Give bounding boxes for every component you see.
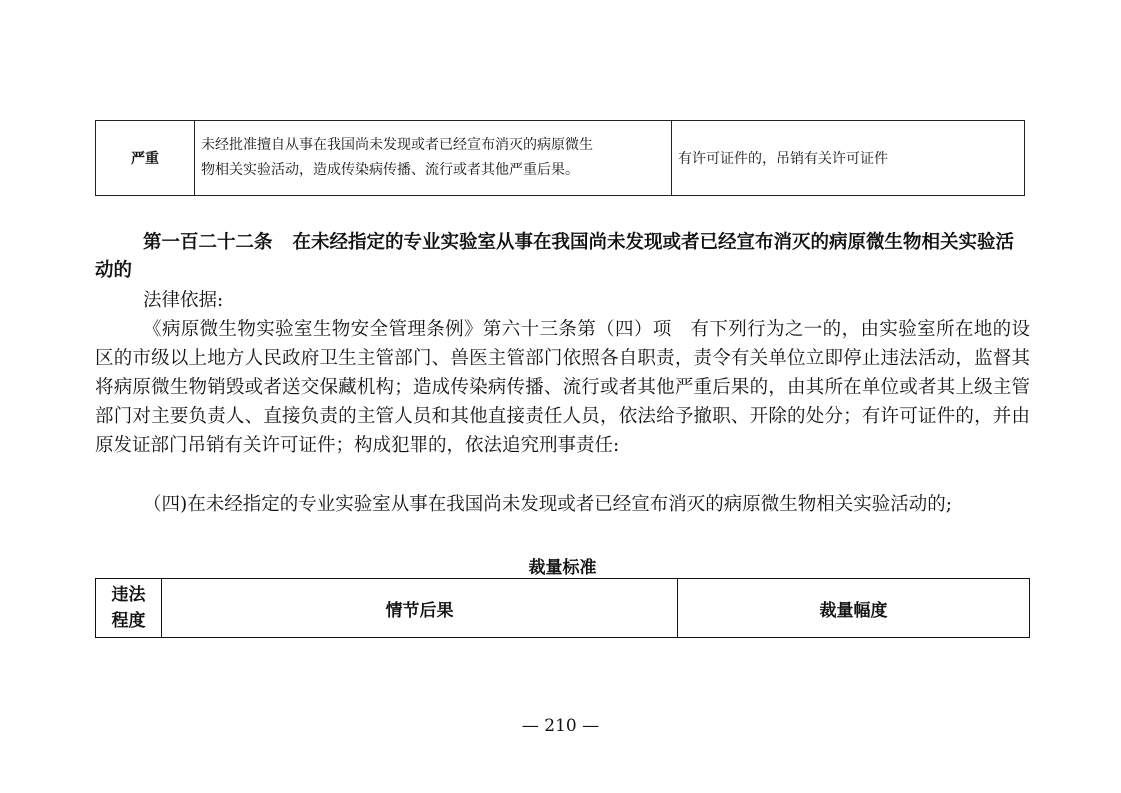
article-heading	[95, 229, 1030, 285]
article-number: 第一百二十二条	[143, 232, 273, 253]
article-title-part-2: 物相关实验活动的	[95, 232, 1015, 281]
table-header-row	[96, 579, 1030, 638]
regulation-paragraph: 《病原微生物实验室生物安全管理条例》第六十三条第（四）项 有下列行为之一的，由实验室所在地的设区的市级以上地方人民政府卫生主管部门、兽医主管部门依照各自职责，责令有关单位立即停止违法活动，监督其将病原微生物销毁或者送交保藏机构；造成传染病传播、流行或者其他严重后果的，由其所在单位或者其上级主管部门对主要负责人、直接负责的主管人员和其他直接责任人员，依法给予撤职、开除的处分；有许可证件的，并由原发证部门吊销有关许可证件；构成犯罪的，依法追究刑事责任:	[95, 319, 1030, 456]
header-level-line-2: 程度	[111, 611, 146, 631]
header-level-line-1: 违法	[111, 585, 146, 605]
circumstance-cell	[195, 121, 672, 196]
circumstance-line-1: 未经批准擅自从事在我国尚未发现或者已经宣布消灭的病原微生	[201, 137, 593, 153]
article-title-part-1: 在未经指定的专业实验室从事在我国尚未发现或者已经宣布消灭的病原微生	[292, 232, 904, 253]
header-circumstances: 情节后果	[162, 579, 678, 638]
previous-standard-table	[95, 120, 1025, 196]
penalty-cell: 有许可证件的，吊销有关许可证件	[672, 121, 1025, 196]
page-number: — 210 —	[521, 716, 600, 736]
standard-title: 裁量标准	[528, 558, 597, 578]
circumstance-line-2: 物相关实验活动，造成传染病传播、流行或者其他严重后果。	[201, 162, 579, 178]
item-four-paragraph: （四)在未经指定的专业实验室从事在我国尚未发现或者已经宣布消灭的病原微生物相关实验活动的;	[143, 494, 952, 515]
standard-table	[95, 578, 1030, 638]
header-penalty-range: 裁量幅度	[678, 579, 1030, 638]
legal-basis-label: 法律依据:	[143, 290, 224, 311]
violation-level-cell: 严重	[96, 121, 195, 196]
table-row	[96, 121, 1025, 196]
header-violation-level	[96, 579, 162, 638]
